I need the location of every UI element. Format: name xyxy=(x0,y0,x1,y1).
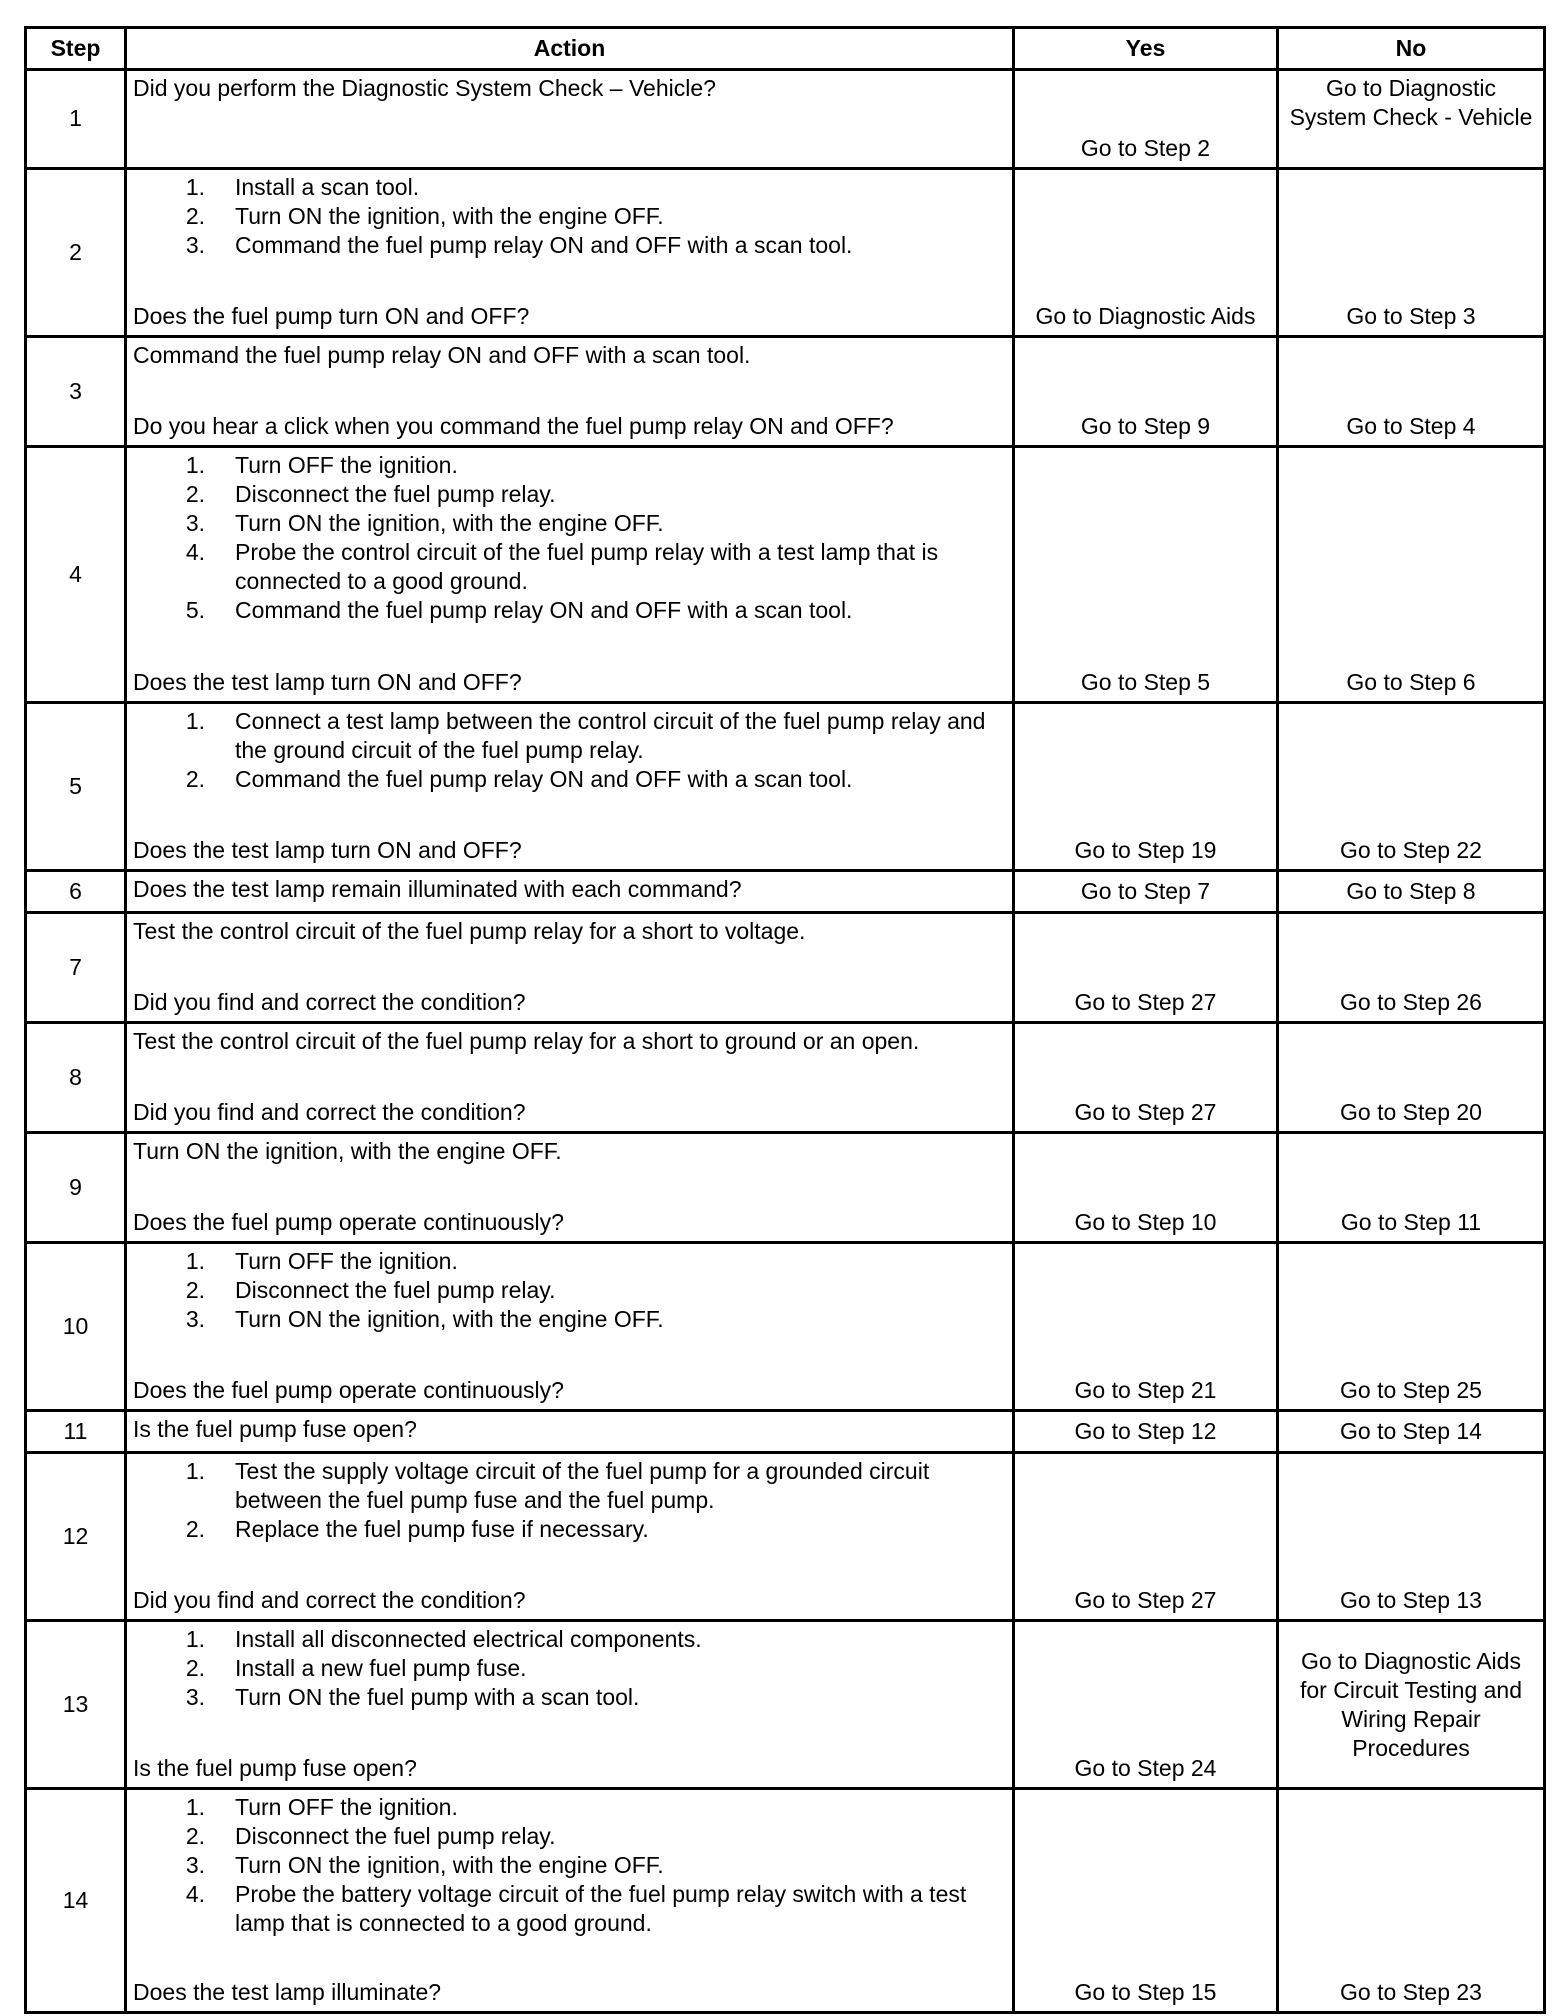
action-steps-list xyxy=(133,173,1006,260)
list-item-number: 3. xyxy=(185,1306,205,1332)
list-item xyxy=(133,596,1006,625)
list-item-number: 1. xyxy=(185,1248,205,1274)
yes-answer: Go to Diagnostic Aids xyxy=(1014,169,1278,337)
action-cell xyxy=(126,703,1014,871)
list-item xyxy=(133,231,1006,260)
no-answer: Go to Step 4 xyxy=(1278,337,1545,447)
list-item xyxy=(133,538,1006,596)
step-number: 3 xyxy=(26,337,126,447)
list-item-text: Command the fuel pump relay ON and OFF with a scan tool. xyxy=(235,766,853,792)
action-question: Did you find and correct the condition? xyxy=(133,1587,526,1613)
list-item xyxy=(133,1880,1006,1938)
action-text: Test the control circuit of the fuel pump relay for a short to ground or an open. xyxy=(133,1028,920,1054)
list-item-text: Turn ON the fuel pump with a scan tool. xyxy=(235,1684,640,1710)
action-question: Did you find and correct the condition? xyxy=(133,989,526,1015)
action-cell xyxy=(126,1023,1014,1133)
header-yes: Yes xyxy=(1014,28,1278,70)
list-item-number: 3. xyxy=(185,510,205,536)
header-action: Action xyxy=(126,28,1014,70)
list-item-text: Disconnect the fuel pump relay. xyxy=(235,1277,556,1303)
header-no: No xyxy=(1278,28,1545,70)
no-answer: Go to Step 11 xyxy=(1278,1133,1545,1243)
step-number: 12 xyxy=(26,1453,126,1621)
action-text: Does the test lamp remain illuminated with each command? xyxy=(133,876,742,902)
action-question: Does the fuel pump operate continuously? xyxy=(133,1209,564,1235)
no-answer: Go to Step 8 xyxy=(1278,871,1545,913)
table-row xyxy=(26,871,1545,913)
action-cell xyxy=(126,1133,1014,1243)
no-answer: Go to Step 13 xyxy=(1278,1453,1545,1621)
action-steps-list xyxy=(133,1247,1006,1334)
list-item-text: Turn OFF the ignition. xyxy=(235,452,458,478)
list-item xyxy=(133,765,1006,794)
list-item-text: Connect a test lamp between the control circuit of the fuel pump relay and the ground circuit of the fuel pump relay. xyxy=(235,708,986,763)
list-item xyxy=(133,1625,1006,1654)
action-cell xyxy=(126,1789,1014,2013)
table-body xyxy=(26,70,1545,2013)
action-text: Test the control circuit of the fuel pump relay for a short to voltage. xyxy=(133,918,806,944)
list-item xyxy=(133,509,1006,538)
list-item-text: Turn ON the ignition, with the engine OFF. xyxy=(235,203,664,229)
table-row xyxy=(26,447,1545,703)
yes-answer: Go to Step 12 xyxy=(1014,1411,1278,1453)
table-row xyxy=(26,1023,1545,1133)
table-row xyxy=(26,1133,1545,1243)
action-question: Do you hear a click when you command the fuel pump relay ON and OFF? xyxy=(133,413,894,439)
list-item xyxy=(133,1654,1006,1683)
list-item-text: Install a scan tool. xyxy=(235,174,420,200)
action-text: Turn ON the ignition, with the engine OFF. xyxy=(133,1138,562,1164)
action-cell xyxy=(126,169,1014,337)
list-item-number: 2. xyxy=(185,203,205,229)
list-item xyxy=(133,1247,1006,1276)
step-number: 7 xyxy=(26,913,126,1023)
table-row xyxy=(26,169,1545,337)
list-item-number: 4. xyxy=(185,539,205,565)
list-item-number: 1. xyxy=(185,1458,205,1484)
list-item-number: 2. xyxy=(185,1823,205,1849)
action-cell xyxy=(126,1411,1014,1453)
list-item-number: 3. xyxy=(185,1852,205,1878)
table-row xyxy=(26,1621,1545,1789)
no-answer: Go to Step 22 xyxy=(1278,703,1545,871)
action-text: Did you perform the Diagnostic System Check – Vehicle? xyxy=(133,75,716,101)
list-item-number: 1. xyxy=(185,174,205,200)
yes-answer: Go to Step 27 xyxy=(1014,913,1278,1023)
list-item-text: Turn ON the ignition, with the engine OFF. xyxy=(235,1306,664,1332)
list-item-number: 2. xyxy=(185,481,205,507)
no-answer: Go to Step 23 xyxy=(1278,1789,1545,2013)
list-item-text: Install a new fuel pump fuse. xyxy=(235,1655,527,1681)
table-row xyxy=(26,1453,1545,1621)
action-question: Does the test lamp turn ON and OFF? xyxy=(133,669,522,695)
yes-answer: Go to Step 19 xyxy=(1014,703,1278,871)
list-item xyxy=(133,451,1006,480)
action-cell xyxy=(126,1243,1014,1411)
step-number: 10 xyxy=(26,1243,126,1411)
table-row xyxy=(26,1789,1545,2013)
action-cell xyxy=(126,871,1014,913)
list-item-text: Turn ON the ignition, with the engine OFF. xyxy=(235,510,664,536)
step-number: 8 xyxy=(26,1023,126,1133)
table-row xyxy=(26,337,1545,447)
action-steps-list xyxy=(133,1625,1006,1712)
table-row xyxy=(26,70,1545,169)
action-question: Did you find and correct the condition? xyxy=(133,1099,526,1125)
list-item-number: 2. xyxy=(185,1516,205,1542)
table-row xyxy=(26,1243,1545,1411)
list-item-number: 1. xyxy=(185,1626,205,1652)
list-item-text: Probe the battery voltage circuit of the fuel pump relay switch with a test lamp that is connected to a good ground. xyxy=(235,1881,967,1936)
yes-answer: Go to Step 24 xyxy=(1014,1621,1278,1789)
action-text: Is the fuel pump fuse open? xyxy=(133,1416,417,1442)
list-item xyxy=(133,173,1006,202)
table-row xyxy=(26,1411,1545,1453)
list-item-text: Command the fuel pump relay ON and OFF with a scan tool. xyxy=(235,232,853,258)
yes-answer: Go to Step 7 xyxy=(1014,871,1278,913)
action-text: Command the fuel pump relay ON and OFF with a scan tool. xyxy=(133,342,751,368)
list-item xyxy=(133,707,1006,765)
list-item-text: Turn OFF the ignition. xyxy=(235,1248,458,1274)
list-item xyxy=(133,1793,1006,1822)
step-number: 14 xyxy=(26,1789,126,2013)
no-answer: Go to Step 25 xyxy=(1278,1243,1545,1411)
list-item-number: 5. xyxy=(185,597,205,623)
step-number: 13 xyxy=(26,1621,126,1789)
list-item xyxy=(133,1457,1006,1515)
step-number: 11 xyxy=(26,1411,126,1453)
action-cell xyxy=(126,1621,1014,1789)
list-item-text: Test the supply voltage circuit of the fuel pump for a grounded circuit between the fuel pump fuse and the fuel pump. xyxy=(235,1458,930,1513)
list-item-text: Install all disconnected electrical components. xyxy=(235,1626,702,1652)
action-cell xyxy=(126,913,1014,1023)
step-number: 9 xyxy=(26,1133,126,1243)
action-steps-list xyxy=(133,1793,1006,1938)
yes-answer: Go to Step 15 xyxy=(1014,1789,1278,2013)
list-item-text: Disconnect the fuel pump relay. xyxy=(235,481,556,507)
no-answer: Go to Diagnostic Aids for Circuit Testing and Wiring Repair Procedures xyxy=(1278,1621,1545,1789)
list-item xyxy=(133,1515,1006,1544)
no-answer: Go to Step 6 xyxy=(1278,447,1545,703)
yes-answer: Go to Step 21 xyxy=(1014,1243,1278,1411)
step-number: 4 xyxy=(26,447,126,703)
list-item-text: Probe the control circuit of the fuel pump relay with a test lamp that is connected to a good ground. xyxy=(235,539,939,594)
list-item xyxy=(133,1851,1006,1880)
list-item-text: Replace the fuel pump fuse if necessary. xyxy=(235,1516,649,1542)
action-cell xyxy=(126,337,1014,447)
header-step: Step xyxy=(26,28,126,70)
yes-answer: Go to Step 9 xyxy=(1014,337,1278,447)
step-number: 6 xyxy=(26,871,126,913)
list-item-number: 2. xyxy=(185,766,205,792)
list-item xyxy=(133,1822,1006,1851)
step-number: 2 xyxy=(26,169,126,337)
yes-answer: Go to Step 27 xyxy=(1014,1023,1278,1133)
action-question: Does the fuel pump operate continuously? xyxy=(133,1377,564,1403)
no-answer: Go to Step 3 xyxy=(1278,169,1545,337)
list-item xyxy=(133,202,1006,231)
action-cell xyxy=(126,70,1014,169)
list-item-number: 1. xyxy=(185,452,205,478)
list-item xyxy=(133,480,1006,509)
action-cell xyxy=(126,447,1014,703)
diagnostic-table xyxy=(24,26,1546,2014)
no-answer: Go to Step 20 xyxy=(1278,1023,1545,1133)
list-item xyxy=(133,1276,1006,1305)
action-question: Does the fuel pump turn ON and OFF? xyxy=(133,303,530,329)
list-item-number: 1. xyxy=(185,708,205,734)
step-number: 5 xyxy=(26,703,126,871)
action-steps-list xyxy=(133,1457,1006,1544)
action-steps-list xyxy=(133,451,1006,625)
yes-answer: Go to Step 10 xyxy=(1014,1133,1278,1243)
no-answer: Go to Step 26 xyxy=(1278,913,1545,1023)
list-item xyxy=(133,1305,1006,1334)
list-item-number: 3. xyxy=(185,1684,205,1710)
no-answer: Go to Diagnostic System Check - Vehicle xyxy=(1278,70,1545,169)
list-item-text: Disconnect the fuel pump relay. xyxy=(235,1823,556,1849)
no-answer: Go to Step 14 xyxy=(1278,1411,1545,1453)
action-question: Is the fuel pump fuse open? xyxy=(133,1755,417,1781)
action-question: Does the test lamp illuminate? xyxy=(133,1979,442,2005)
table-row xyxy=(26,703,1545,871)
list-item-number: 2. xyxy=(185,1277,205,1303)
list-item xyxy=(133,1683,1006,1712)
header-row xyxy=(26,28,1545,70)
yes-answer: Go to Step 5 xyxy=(1014,447,1278,703)
action-steps-list xyxy=(133,707,1006,794)
yes-answer: Go to Step 2 xyxy=(1014,70,1278,169)
list-item-number: 2. xyxy=(185,1655,205,1681)
table-row xyxy=(26,913,1545,1023)
list-item-text: Turn ON the ignition, with the engine OFF. xyxy=(235,1852,664,1878)
step-number: 1 xyxy=(26,70,126,169)
yes-answer: Go to Step 27 xyxy=(1014,1453,1278,1621)
action-question: Does the test lamp turn ON and OFF? xyxy=(133,837,522,863)
list-item-text: Turn OFF the ignition. xyxy=(235,1794,458,1820)
list-item-number: 3. xyxy=(185,232,205,258)
action-cell xyxy=(126,1453,1014,1621)
list-item-text: Command the fuel pump relay ON and OFF with a scan tool. xyxy=(235,597,853,623)
list-item-number: 4. xyxy=(185,1881,205,1907)
list-item-number: 1. xyxy=(185,1794,205,1820)
